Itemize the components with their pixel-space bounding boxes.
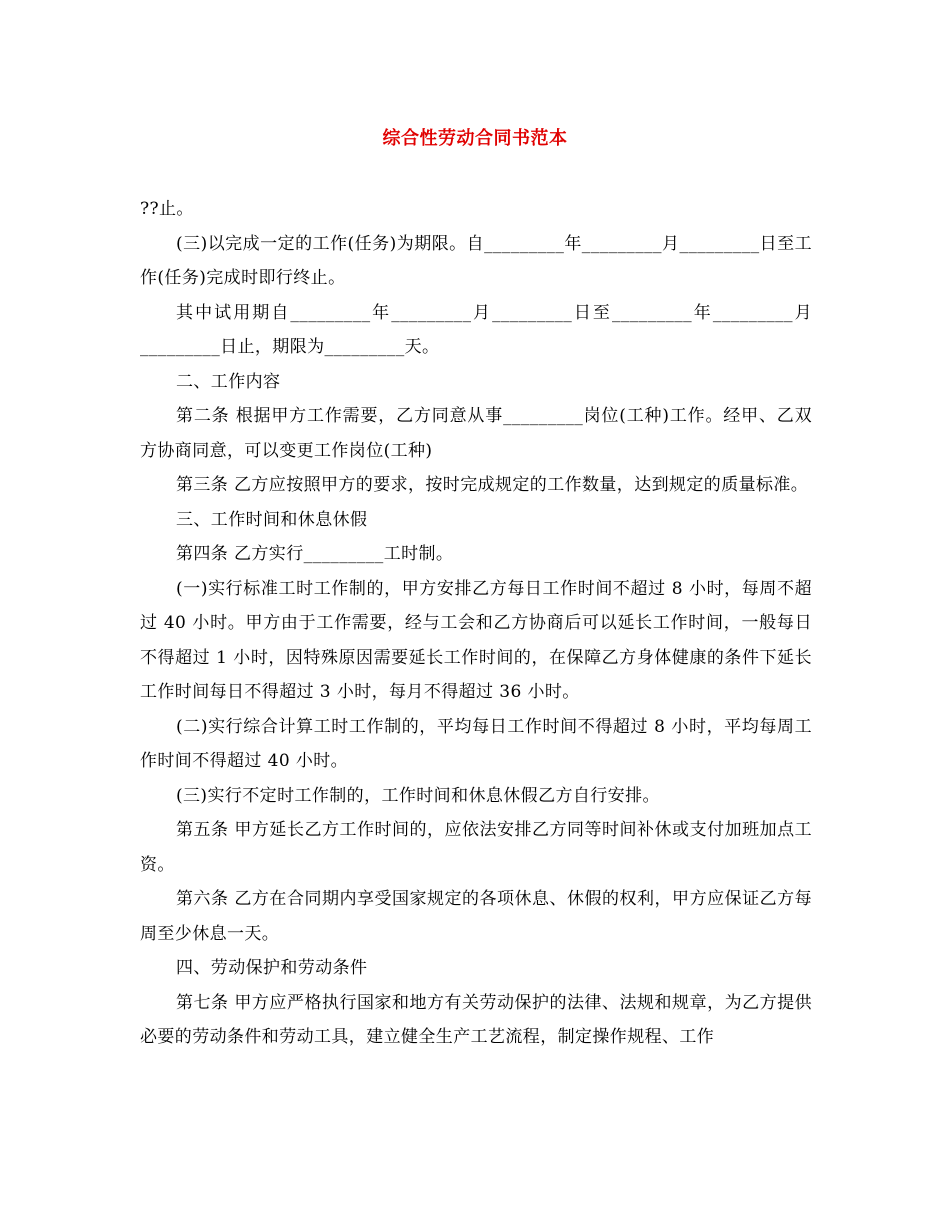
article-4-clause-3: (三)实行不定时工作制的，工作时间和休息休假乙方自行安排。 (176, 785, 660, 806)
article-4-clause-1: (一)实行标准工时工作制的，甲方安排乙方每日工作时间不超过 8 小时，每周不超过 40 小时。甲方由于工作需要，经与工会和乙方协商后可以延长工作时间，一般每日不得超过 1 小时，因特殊原因需要延长工作时间的，在保障乙方身体健康的条件下延长工作时间每日不得超过 3 小时，每月不得超过 36 小时。 (140, 578, 812, 702)
article-4: 第四条 乙方实行_________工时制。 (176, 544, 454, 564)
paragraph-term-task-based: (三)以完成一定的工作(任务)为期限。自_________年_________月_________日至工作(任务)完成时即行终止。 (140, 233, 812, 288)
paragraph-probation-period: 其中试用期自_________年_________月_________日至_________年_________月_________日止，期限为_________天。 (140, 302, 812, 357)
section-heading-labor-protection: 四、劳动保护和劳动条件 (176, 958, 368, 978)
document-title: 综合性劳动合同书范本 (382, 128, 568, 149)
section-heading-work-content: 二、工作内容 (176, 371, 281, 392)
article-7: 第七条 甲方应严格执行国家和地方有关劳动保护的法律、法规和规章，为乙方提供必要的劳动条件和劳动工具，建立健全生产工艺流程，制定操作规程、工作 (140, 992, 812, 1047)
article-4-clause-2: (二)实行综合计算工时工作制的，平均每日工作时间不得超过 8 小时，平均每周工作时间不得超过 40 小时。 (140, 716, 812, 771)
article-2: 第二条 根据甲方工作需要，乙方同意从事_________岗位(工种)工作。经甲、乙双方协商同意，可以变更工作岗位(工种) (140, 406, 812, 461)
article-3: 第三条 乙方应按照甲方的要求，按时完成规定的工作数量，达到规定的质量标准。 (176, 475, 809, 495)
article-5: 第五条 甲方延长乙方工作时间的，应依法安排乙方同等时间补休或支付加班加点工资。 (140, 820, 812, 875)
document-body (140, 192, 812, 1055)
section-heading-working-hours: 三、工作时间和休息休假 (176, 509, 368, 530)
paragraph-continuation: ??止。 (140, 199, 194, 219)
article-6: 第六条 乙方在合同期内享受国家规定的各项休息、休假的权利，甲方应保证乙方每周至少休息一天。 (140, 889, 812, 944)
